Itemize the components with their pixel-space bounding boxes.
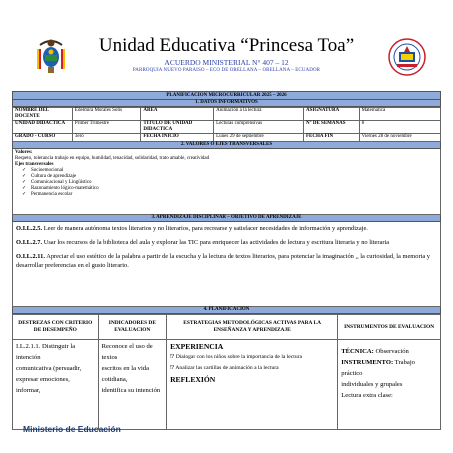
instrumento-value: Trabajo práctico — [341, 359, 415, 377]
datos-informativos-table — [12, 107, 441, 142]
value-asignatura: Matematica — [359, 108, 440, 121]
instrumento-line — [341, 357, 437, 379]
label-fecha-fin: FECHA FIN — [304, 134, 360, 142]
planificacion-title: PLANIFICACION MICROCURRICULAR 2025 – 2026 — [12, 91, 441, 100]
value-grado: 3ero — [72, 134, 140, 142]
label-asignatura: ASIGNATURA — [304, 108, 360, 121]
objective-paragraph — [16, 224, 437, 233]
label-semanas: N° DE SEMANAS — [304, 121, 360, 134]
destreza-line: expresar emociones, informar, — [16, 376, 70, 394]
table-header-row — [13, 315, 441, 340]
ejes-label: Ejes transversales — [15, 162, 54, 167]
indicador-line: identifica su intención — [101, 387, 161, 394]
indicadores-cell — [98, 340, 166, 430]
column-header: INDICADORES DE EVALUACION — [98, 315, 166, 340]
planning-document — [12, 37, 441, 430]
bullet-icon: ⁉ — [170, 365, 176, 371]
label-titulo-unidad: TITULO DE UNIDAD DIDACTICA — [141, 121, 214, 134]
objective-code: O.I.L.2.5. — [16, 225, 43, 232]
section-4-heading: 4. PLANIFICACION — [12, 307, 441, 314]
value-unidad: Primer Trimestre — [72, 121, 140, 134]
indicador-line: Reconoce el uso de textos — [101, 343, 153, 361]
destrezas-cell — [13, 340, 99, 430]
list-item: ✓ Socioemocional — [31, 168, 438, 174]
objective-paragraph — [16, 238, 437, 247]
tecnica-value: Observación — [373, 348, 409, 355]
destreza-line: I.L.2.1.1. Distinguir la intención — [16, 343, 76, 361]
objetivos-block — [12, 222, 441, 307]
bullet-icon: ⁉ — [170, 354, 176, 360]
objective-code: O.I.L.2.11. — [16, 253, 45, 260]
ejes-list — [15, 168, 438, 198]
column-header: DESTREZAS CON CRITERIO DE DESEMPEÑO — [13, 315, 99, 340]
indicador-line: escritos en la vida cotidiana, — [101, 365, 150, 383]
objective-text: Leer de manera autónoma textos literarios y no literarios, para recrearse y satisfacer necesidades de información y aprendizaje. — [42, 225, 368, 232]
valores-block — [12, 149, 441, 215]
destreza-line: comunicativa (persuadir, — [16, 365, 82, 372]
value-semanas: 8 — [359, 121, 440, 134]
tecnica-label: TÉCNICA: — [341, 348, 374, 355]
reflexion-heading: REFLEXIÓN — [170, 375, 216, 384]
label-fecha-inicio: FECHA INICIO — [141, 134, 214, 142]
label-area: ÁREA — [141, 108, 214, 121]
estrategia-item — [170, 352, 334, 363]
valores-text: Respeto, tolerancia trabajo en equipo, humildad, tenacidad, solidaridad, trato amable, creatividad — [15, 156, 210, 161]
table-row — [13, 134, 441, 142]
objective-code: O.I.L.2.7. — [16, 239, 43, 246]
value-fecha-inicio: Lunes 29 de septiembre — [214, 134, 304, 142]
objective-text: Apreciar el uso estético de la palabra a partir de la escucha y la lectura de textos literarios, para potenciar la imaginación ,, la curiosidad, la memoria y desarrollar preferencias en el gusto literario. — [16, 253, 431, 269]
planificacion-table — [12, 314, 441, 430]
objective-paragraph — [16, 252, 437, 270]
estrategia-item — [170, 363, 334, 374]
list-item: ✓ Permanencia escolar — [31, 192, 438, 198]
objective-text: Usar los recursos de la biblioteca del aula y explorar las TIC para enriquecer las actividades de lectura y escritura literaria y no literaria — [42, 239, 390, 246]
label-docente: NOMBRE DEL DOCENTE — [13, 108, 73, 121]
table-row — [13, 121, 441, 134]
instrumentos-cell — [338, 340, 441, 430]
acuerdo-ministerial: ACUERDO MINISTERIAL N° 407 – 12 — [164, 58, 289, 67]
instrumento-label: INSTRUMENTO: — [341, 359, 394, 366]
column-header: ESTRATEGIAS METODOLÓGICAS ACTIVAS PARA LA ENSEÑANZA Y APRENDIZAJE — [167, 315, 338, 340]
value-fecha-fin: Viernes 28 de noviembre — [359, 134, 440, 142]
ministerio-footer: Ministerio de Educación — [23, 424, 121, 434]
section-3-heading: 3. APRENDIZAJE DISCIPLINAR – OBJETIVO DE APRENDIZAJE — [12, 215, 441, 222]
list-item: ✓ Razonamiento lógico-matemático — [31, 186, 438, 192]
value-area: Animación a la lectura — [214, 108, 304, 121]
document-header — [12, 37, 441, 91]
school-seal-icon — [387, 37, 427, 77]
table-row — [13, 108, 441, 121]
column-header: INSTRUMENTOS DE EVALUACION — [338, 315, 441, 340]
estrategias-cell — [167, 340, 338, 430]
estrategia-text: Dialogar con los niños sobre la importancia de la lectura — [175, 354, 302, 360]
value-titulo-unidad: Lecturas comprensivas — [214, 121, 304, 134]
experiencia-heading: EXPERIENCIA — [170, 342, 224, 351]
list-item: ✓ Comunicacional y Lingüístico — [31, 180, 438, 186]
table-row — [13, 340, 441, 430]
valores-label: Valores: — [15, 150, 33, 155]
label-unidad: UNIDAD DIDACTICA — [13, 121, 73, 134]
section-1-heading: 1. DATOS INFORMATIVOS — [12, 100, 441, 107]
instrumento-line-2: individuales y grupales — [341, 381, 403, 388]
list-item: ✓ Cultura de aprendizaje — [31, 174, 438, 180]
school-title: Unidad Educativa “Princesa Toa” — [98, 35, 355, 56]
section-2-heading: 2. VALORES O EJES TRANSVERSALES — [12, 142, 441, 149]
parroquia-line: PARROQUIA NUEVO PARAISO – ECO DE ORELLANA – ORELLANA – ECUADOR — [132, 68, 321, 73]
instrumento-line-3: Lectura extra clase: — [341, 392, 393, 399]
tecnica-line — [341, 346, 437, 357]
value-docente: Edelmira Morales Solis — [72, 108, 140, 121]
label-grado: GRADO - CURSO — [13, 134, 73, 142]
estrategia-text: Analizar las cartillas de animación a la lectura — [175, 365, 279, 371]
